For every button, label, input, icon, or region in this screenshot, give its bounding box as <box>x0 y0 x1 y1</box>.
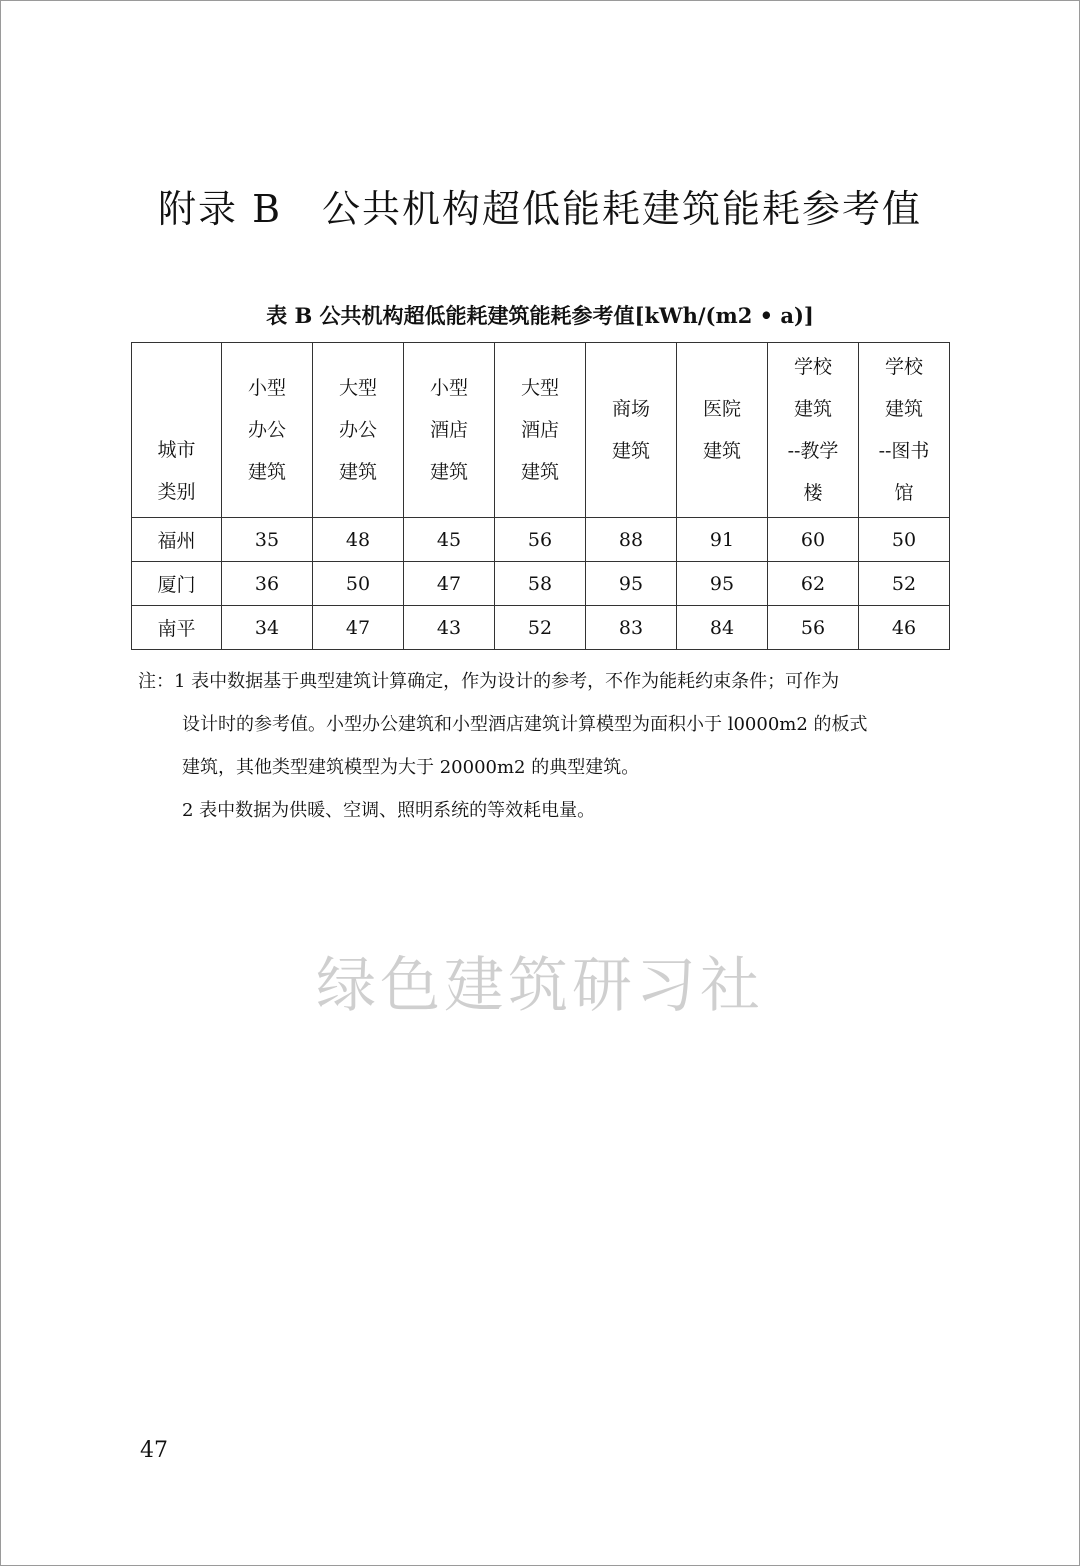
table-header-row <box>132 343 950 518</box>
table-caption: 表 B 公共机构超低能耗建筑能耗参考值[kWh/(m2 • a)] <box>266 303 814 328</box>
value-cell: 36 <box>222 562 313 606</box>
table-row <box>132 606 950 650</box>
note-line: 注：1 表中数据基于典型建筑计算确定，作为设计的参考，不作为能耗约束条件；可作为 <box>138 671 840 692</box>
city-cell: 厦门 <box>132 562 222 606</box>
value-cell: 46 <box>859 606 950 650</box>
header-hospital: 医院 建筑 <box>677 343 768 518</box>
value-cell: 52 <box>495 606 586 650</box>
value-cell: 58 <box>495 562 586 606</box>
value-cell: 50 <box>859 518 950 562</box>
watermark: 绿色建筑研习社 <box>316 951 764 1021</box>
header-small-hotel: 小型 酒店 建筑 <box>404 343 495 518</box>
value-cell: 56 <box>495 518 586 562</box>
table-row <box>132 518 950 562</box>
header-school-library: 学校 建筑 --图书 馆 <box>859 343 950 518</box>
value-cell: 95 <box>586 562 677 606</box>
note-line: 2 表中数据为供暖、空调、照明系统的等效耗电量。 <box>182 800 596 821</box>
note-line: 设计时的参考值。小型办公建筑和小型酒店建筑计算模型为面积小于 l0000m2 的板式 <box>182 714 868 735</box>
value-cell: 91 <box>677 518 768 562</box>
corner-header-cell: 城市 类别 <box>132 343 222 518</box>
value-cell: 47 <box>313 606 404 650</box>
value-cell: 43 <box>404 606 495 650</box>
value-cell: 48 <box>313 518 404 562</box>
value-cell: 35 <box>222 518 313 562</box>
note-line: 建筑，其他类型建筑模型为大于 20000m2 的典型建筑。 <box>182 757 640 778</box>
value-cell: 34 <box>222 606 313 650</box>
value-cell: 62 <box>768 562 859 606</box>
header-school-teaching: 学校 建筑 --教学 楼 <box>768 343 859 518</box>
header-large-hotel: 大型 酒店 建筑 <box>495 343 586 518</box>
city-cell: 福州 <box>132 518 222 562</box>
header-large-office: 大型 办公 建筑 <box>313 343 404 518</box>
value-cell: 47 <box>404 562 495 606</box>
energy-reference-table <box>131 342 950 650</box>
value-cell: 83 <box>586 606 677 650</box>
header-small-office: 小型 办公 建筑 <box>222 343 313 518</box>
table-row <box>132 562 950 606</box>
value-cell: 95 <box>677 562 768 606</box>
value-cell: 56 <box>768 606 859 650</box>
value-cell: 52 <box>859 562 950 606</box>
value-cell: 88 <box>586 518 677 562</box>
value-cell: 45 <box>404 518 495 562</box>
page-number: 47 <box>140 1438 168 1463</box>
header-mall: 商场 建筑 <box>586 343 677 518</box>
city-cell: 南平 <box>132 606 222 650</box>
value-cell: 50 <box>313 562 404 606</box>
page-title: 附录 B 公共机构超低能耗建筑能耗参考值 <box>157 187 922 231</box>
value-cell: 60 <box>768 518 859 562</box>
table-notes <box>138 660 948 832</box>
value-cell: 84 <box>677 606 768 650</box>
